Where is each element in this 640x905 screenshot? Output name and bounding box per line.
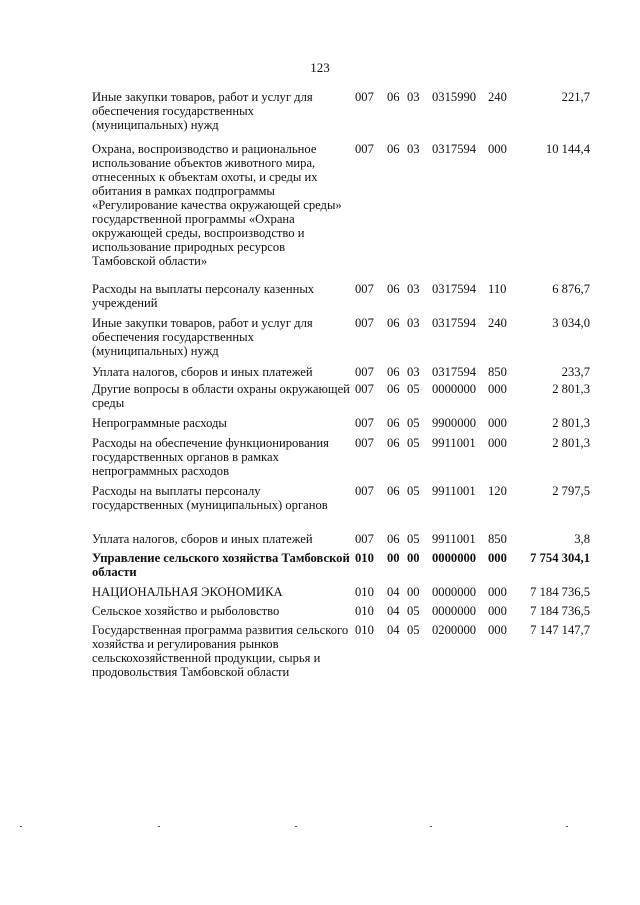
row-sum: 233,7 [561, 365, 590, 379]
row-rz: 06 [387, 532, 400, 546]
row-sum: 2 801,3 [552, 436, 590, 450]
row-ved: 007 [355, 316, 374, 330]
row-sum: 7 184 736,5 [530, 604, 590, 618]
row-pr: 05 [407, 416, 420, 430]
row-sum: 3 034,0 [552, 316, 590, 330]
row-pr: 00 [407, 551, 420, 565]
row-name: Охрана, воспроизводство и рациональное использование объектов животного мира, отнесенных к объектам охоты, и среды их обитания в рамках подпрограммы «Регулирование качества окружающей среды» государственной программы «Охрана окружающей среды, воспроизводство и использование природных ресурсов Тамбовской области» [92, 142, 342, 268]
row-rz: 04 [387, 585, 400, 599]
row-csr: 0317594 [432, 142, 477, 156]
row-rz: 06 [387, 436, 400, 450]
row-csr: 0000000 [432, 551, 477, 565]
table-row [0, 436, 640, 484]
row-pr: 05 [407, 604, 420, 618]
row-rz: 06 [387, 416, 400, 430]
row-sum: 3,8 [574, 532, 590, 546]
row-pr: 05 [407, 623, 420, 637]
table-row [0, 316, 640, 365]
row-name: Сельское хозяйство и рыболовство [92, 604, 280, 618]
row-vr: 000 [488, 142, 507, 156]
row-vr: 850 [488, 365, 507, 379]
row-ved: 010 [355, 604, 374, 618]
row-rz: 06 [387, 316, 400, 330]
row-csr: 0000000 [432, 382, 477, 396]
row-sum: 10 144,4 [545, 142, 590, 156]
row-rz: 04 [387, 604, 400, 618]
row-csr: 9911001 [432, 436, 476, 450]
row-csr: 0200000 [432, 623, 477, 637]
row-sum: 221,7 [561, 90, 590, 104]
row-name: Уплата налогов, сборов и иных платежей [92, 532, 313, 546]
row-sum: 7 147 147,7 [530, 623, 590, 637]
row-ved: 007 [355, 416, 374, 430]
table-row [0, 142, 640, 282]
row-name: Иные закупки товаров, работ и услуг для обеспечения государственных (муниципальных) нужд [92, 316, 313, 358]
table-row [0, 282, 640, 316]
row-ved: 010 [355, 585, 374, 599]
row-csr: 0315990 [432, 90, 477, 104]
row-ved: 007 [355, 382, 374, 396]
row-rz: 06 [387, 382, 400, 396]
row-name: Государственная программа развития сельского хозяйства и регулирования рынков сельскохозяйственной продукции, сырья и продовольствия Тамбовской области [92, 623, 349, 679]
row-csr: 9911001 [432, 532, 476, 546]
row-vr: 000 [488, 585, 507, 599]
row-vr: 110 [488, 282, 507, 296]
row-vr: 000 [488, 604, 507, 618]
row-vr: 000 [488, 416, 507, 430]
table-row [0, 532, 640, 551]
row-sum: 6 876,7 [552, 282, 590, 296]
row-pr: 03 [407, 90, 420, 104]
budget-table [0, 90, 640, 699]
row-csr: 0317594 [432, 316, 477, 330]
row-ved: 007 [355, 90, 374, 104]
row-sum: 7 184 736,5 [530, 585, 590, 599]
row-csr: 9911001 [432, 484, 476, 498]
row-name: Непрограммные расходы [92, 416, 227, 430]
row-vr: 240 [488, 90, 507, 104]
row-rz: 06 [387, 90, 400, 104]
row-sum: 7 754 304,1 [530, 551, 590, 565]
row-rz: 06 [387, 142, 400, 156]
scan-speckles [0, 826, 640, 830]
row-name: Расходы на выплаты персоналу казенных учреждений [92, 282, 315, 310]
row-rz: 06 [387, 365, 400, 379]
row-pr: 05 [407, 532, 420, 546]
table-row [0, 604, 640, 623]
row-pr: 05 [407, 436, 420, 450]
row-pr: 03 [407, 142, 420, 156]
table-row [0, 551, 640, 585]
row-name: Уплата налогов, сборов и иных платежей [92, 365, 313, 379]
row-pr: 03 [407, 365, 420, 379]
table-row [0, 484, 640, 532]
table-row [0, 90, 640, 142]
row-rz: 06 [387, 484, 400, 498]
row-ved: 010 [355, 623, 374, 637]
row-vr: 000 [488, 623, 507, 637]
row-csr: 9900000 [432, 416, 477, 430]
table-row [0, 382, 640, 416]
page-number: 123 [310, 60, 330, 75]
row-name: НАЦИОНАЛЬНАЯ ЭКОНОМИКА [92, 585, 283, 599]
row-ved: 007 [355, 484, 374, 498]
row-csr: 0000000 [432, 604, 477, 618]
row-ved: 007 [355, 365, 374, 379]
row-vr: 000 [488, 551, 507, 565]
table-row [0, 623, 640, 699]
row-name: Иные закупки товаров, работ и услуг для обеспечения государственных (муниципальных) нужд [92, 90, 313, 132]
row-vr: 240 [488, 316, 507, 330]
row-pr: 00 [407, 585, 420, 599]
row-name: Другие вопросы в области охраны окружающей среды [92, 382, 350, 410]
row-csr: 0317594 [432, 282, 477, 296]
row-vr: 120 [488, 484, 507, 498]
row-pr: 05 [407, 382, 420, 396]
row-rz: 00 [387, 551, 400, 565]
row-vr: 850 [488, 532, 507, 546]
row-ved: 007 [355, 142, 374, 156]
row-ved: 007 [355, 436, 374, 450]
table-row [0, 416, 640, 436]
row-pr: 05 [407, 484, 420, 498]
row-rz: 04 [387, 623, 400, 637]
row-pr: 03 [407, 316, 420, 330]
row-sum: 2 801,3 [552, 416, 590, 430]
row-name: Расходы на обеспечение функционирования государственных органов в рамках непрограммных расходов [92, 436, 329, 478]
row-ved: 007 [355, 532, 374, 546]
row-vr: 000 [488, 436, 507, 450]
row-ved: 007 [355, 282, 374, 296]
table-row [0, 365, 640, 382]
row-csr: 0317594 [432, 365, 477, 379]
row-vr: 000 [488, 382, 507, 396]
row-sum: 2 797,5 [552, 484, 590, 498]
row-csr: 0000000 [432, 585, 477, 599]
row-ved: 010 [355, 551, 374, 565]
row-name: Управление сельского хозяйства Тамбовской области [92, 551, 350, 579]
table-row [0, 585, 640, 604]
row-name: Расходы на выплаты персоналу государственных (муниципальных) органов [92, 484, 328, 512]
row-rz: 06 [387, 282, 400, 296]
row-sum: 2 801,3 [552, 382, 590, 396]
row-pr: 03 [407, 282, 420, 296]
